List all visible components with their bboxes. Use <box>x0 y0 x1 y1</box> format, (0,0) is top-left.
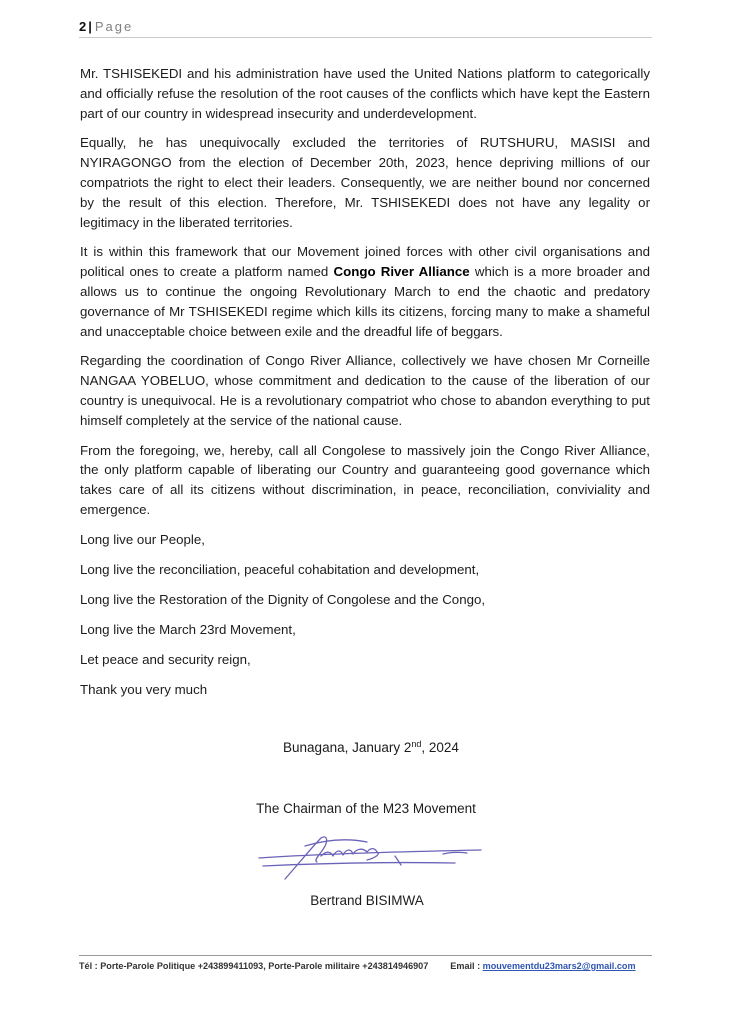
paragraph-3-before: It is within this framework that our Movement joined forces with other civil organisations and political ones to create a platform named <box>80 244 650 280</box>
signatory-name: Bertrand BISIMWA <box>310 893 424 908</box>
footer-phones: Tél : Porte-Parole Politique +243899411093, Porte-Parole militaire +243814946907 <box>79 961 429 971</box>
closing-line: Let peace and security reign, <box>80 652 251 668</box>
footer-email-link[interactable]: mouvementdu23mars2@gmail.com <box>482 961 636 971</box>
page-separator: | <box>88 19 92 34</box>
closing-line: Long live the reconciliation, peaceful cohabitation and development, <box>80 561 480 577</box>
closing-line: Long live the March 23rd Movement, <box>80 622 296 638</box>
closing-line: Long live our People, <box>80 531 205 547</box>
footer-email-label: Email : <box>450 961 481 971</box>
date-line <box>0 739 744 757</box>
paragraph-4: Regarding the coordination of Congo River Alliance, collectively we have chosen Mr Corneille NANGAA YOBELUO, whose commitment and dedication to the cause of the liberation of our country is unequivocal. He is a revolutionary compatriot who chose to abandon everything to put himself completely at the service of the national cause. <box>80 353 650 428</box>
page-footer <box>79 955 652 972</box>
page-number: 2 <box>79 19 87 34</box>
chairman-title: The Chairman of the M23 Movement <box>256 801 476 816</box>
paragraph-1: Mr. TSHISEKEDI and his administration have used the United Nations platform to categorically and officially refuse the resolution of the root causes of the conflicts which have kept the Eastern part of our country in widespread insecurity and underdevelopment. <box>80 66 650 121</box>
date-ordinal: nd <box>411 739 422 749</box>
closing-line: Long live the Restoration of the Dignity of Congolese and the Congo, <box>80 591 486 607</box>
alliance-name: Congo River Alliance <box>333 264 470 280</box>
page-header <box>79 19 652 38</box>
paragraph-5: From the foregoing, we, hereby, call all Congolese to massively join the Congo River Alliance, the only platform capable of liberating our Country and guaranteeing good governance which takes care of all its citizens without discrimination, in peace, reconciliation, conviviality and emergence. <box>80 442 650 517</box>
letter-body <box>80 64 650 710</box>
paragraph-3-after: which is a more broader and allows us to continue the ongoing Revolutionary March to end the chaotic and predatory governance of Mr TSHISEKEDI regime which kills its citizens, forcing many to make a shameful and unacceptable choice between exile and the dreadful life of beggars. <box>80 264 650 339</box>
closing-line: Thank you very much <box>80 682 208 698</box>
date-prefix: Bunagana, January 2 <box>283 740 412 755</box>
date-rest: , 2024 <box>421 740 459 755</box>
paragraph-2: Equally, he has unequivocally excluded the territories of RUTSHURU, MASISI and NYIRAGONGO from the election of December 20th, 2023, hence depriving millions of our compatriots the right to elect their leaders. Consequently, we are neither bound nor concerned by the result of this election. Therefore, Mr. TSHISEKEDI does not have any legality or legitimacy in the liberated territories. <box>80 135 650 230</box>
paragraph-3 <box>80 242 650 341</box>
handwritten-signature <box>255 832 485 884</box>
page-word: Page <box>94 19 134 34</box>
